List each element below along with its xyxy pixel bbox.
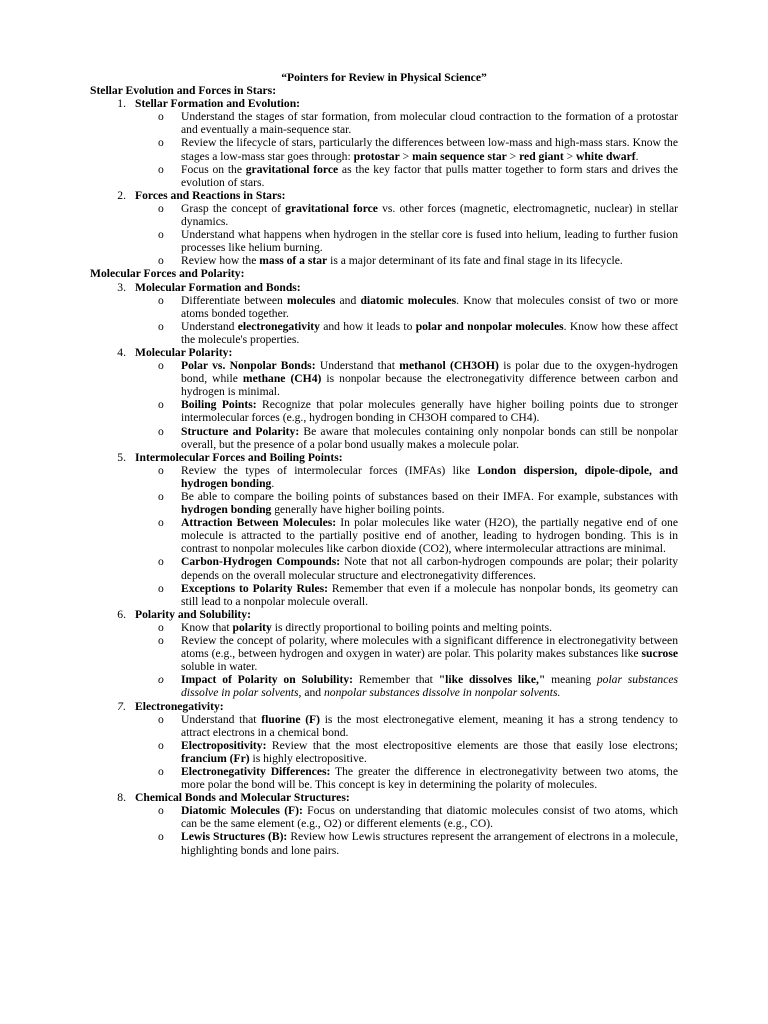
outline-item: [90, 451, 678, 464]
item-heading: Forces and Reactions in Stars:: [135, 188, 286, 202]
bullet-list: [90, 294, 678, 346]
text-run: In polar molecules like water (H2O), the partially negative end of one molecule is attracted to the partially positive end of another, leading to hydrogen bonding. This is in contrast to nonpolar molecules like carbon dioxide (CO2), where intermolecular attractions are minimal.: [181, 516, 678, 556]
bullet-marker: o: [158, 228, 164, 242]
bullet-marker: o: [158, 463, 164, 477]
bullet-item: [90, 202, 678, 228]
bullet-item: [90, 516, 678, 555]
bold-text: protostar: [353, 149, 400, 163]
item-number: 5.: [117, 450, 126, 464]
bullet-marker: o: [158, 764, 164, 778]
text-run: Understand that: [315, 359, 400, 373]
text-run: as the key factor that pulls matter together to form stars and drives the evolution of stars.: [181, 162, 679, 189]
item-number: 8.: [117, 791, 126, 805]
bullet-marker: o: [158, 555, 164, 569]
text-run: >: [506, 149, 520, 163]
bullet-marker: o: [158, 738, 164, 752]
bullet-marker: o: [158, 162, 164, 176]
text-run: Review the lifecycle of stars, particularly the differences between low-mass and high-mass stars. Know the stages a low-mass star goes through:: [181, 136, 678, 163]
text-run: Review that the most electropositive elements are those that easily lose electrons;: [266, 738, 678, 752]
text-run: Review the concept of polarity, where molecules with a significant difference in electronegativity between atoms (e.g., between hydrogen and oxygen in water) are polar. This polarity makes substances like: [181, 634, 678, 661]
text-run: Understand the stages of star formation, from molecular cloud contraction to the formation of a protostar and eventually a main-sequence star.: [181, 110, 678, 137]
text-run: , and: [298, 686, 324, 700]
item-heading: Electronegativity:: [135, 699, 224, 713]
bold-text: Carbon-Hydrogen Compounds:: [181, 555, 341, 569]
bold-text: Lewis Structures (B):: [181, 830, 288, 844]
bullet-marker: o: [158, 359, 164, 373]
italic-text: nonpolar substances dissolve in nonpolar solvents.: [323, 686, 561, 700]
bold-text: Structure and Polarity:: [181, 424, 300, 438]
text-run: . Know how these affect the molecule's properties.: [181, 319, 678, 346]
outline-item: [90, 346, 678, 359]
text-run: >: [563, 149, 577, 163]
text-run: is nonpolar because the electronegativity difference between carbon and hydrogen is minimal.: [181, 372, 679, 399]
bullet-marker: o: [158, 830, 164, 844]
bullet-item: [90, 634, 678, 673]
bold-text: mass of a star: [259, 254, 328, 268]
document-body: [90, 84, 678, 857]
text-run: Review how the: [181, 254, 260, 268]
bold-text: sucrose: [641, 647, 678, 661]
outline-item: [90, 700, 678, 713]
bullet-item: [90, 765, 678, 791]
text-run: Review how Lewis structures represent the arrangement of electrons in a molecule, highlighting bonds and lone pairs.: [181, 830, 678, 857]
item-heading: Chemical Bonds and Molecular Structures:: [135, 791, 350, 805]
text-run: . Know that molecules consist of two or more atoms bonded together.: [181, 293, 679, 320]
italic-text: polar substances dissolve in polar solvents: [181, 673, 679, 700]
bullet-item: [90, 228, 678, 254]
bold-text: red giant: [519, 149, 564, 163]
bullet-item: [90, 425, 678, 451]
bullet-list: [90, 110, 678, 189]
bold-text: polarity: [232, 620, 272, 634]
item-heading: Polarity and Solubility:: [135, 607, 251, 621]
bullet-item: [90, 739, 678, 765]
bullet-list: [90, 202, 678, 267]
bold-text: main sequence star: [412, 149, 507, 163]
bold-text: hydrogen bonding: [181, 503, 272, 517]
outline-item: [90, 608, 678, 621]
bullet-item: [90, 294, 678, 320]
item-number: 3.: [117, 280, 126, 294]
bullet-item: [90, 320, 678, 346]
bold-text: Polar vs. Nonpolar Bonds:: [181, 359, 316, 373]
text-run: Focus on the: [181, 162, 246, 176]
bullet-item: [90, 830, 678, 856]
bold-text: polar and nonpolar molecules: [415, 319, 564, 333]
bullet-item: [90, 490, 678, 516]
text-run: is directly proportional to boiling points and melting points.: [271, 620, 552, 634]
item-number: 6.: [117, 607, 126, 621]
bullet-item: [90, 673, 678, 699]
bold-text: Exceptions to Polarity Rules:: [181, 581, 329, 595]
bullet-marker: o: [158, 673, 164, 687]
outline-item: [90, 281, 678, 294]
bullet-item: [90, 359, 678, 398]
text-run: is highly electropositive.: [249, 751, 367, 765]
text-run: vs. other forces (magnetic, electromagnetic, nuclear) in stellar dynamics.: [181, 201, 678, 229]
bullet-item: [90, 464, 678, 490]
bullet-marker: o: [158, 634, 164, 648]
text-run: >: [399, 149, 413, 163]
bullet-marker: o: [158, 110, 164, 124]
bullet-item: [90, 136, 678, 162]
bullet-list: [90, 804, 678, 856]
text-run: Know that: [181, 620, 233, 634]
bullet-marker: o: [158, 516, 164, 530]
text-run: soluble in water.: [181, 660, 258, 674]
bold-text: Attraction Between Molecules:: [181, 516, 337, 530]
bold-text: gravitational force: [245, 162, 339, 176]
bullet-marker: o: [158, 490, 164, 503]
bold-text: "like dissolves like,": [438, 673, 546, 687]
text-run: Understand what happens when hydrogen in the stellar core is fused into helium, leading to further fusion processes like helium burning.: [181, 228, 678, 255]
text-run: Understand: [181, 319, 238, 333]
bullet-list: [90, 464, 678, 608]
item-number: 4.: [117, 345, 126, 359]
bullet-list: [90, 713, 678, 792]
bold-text: Diatomic Molecules (F):: [181, 804, 303, 818]
bold-text: Electropositivity:: [181, 738, 267, 752]
bullet-item: [90, 582, 678, 608]
bullet-marker: o: [158, 581, 164, 595]
bullet-item: [90, 110, 678, 136]
bold-text: white dwarf: [576, 149, 636, 163]
text-run: Be able to compare the boiling points of substances based on their IMFA. For example, substances with: [181, 490, 678, 503]
text-run: is polar due to the oxygen-hydrogen bond, while: [181, 359, 678, 386]
bullet-list: [90, 359, 678, 451]
section-heading: Stellar Evolution and Forces in Stars:: [90, 84, 277, 98]
text-run: and how it leads to: [319, 319, 416, 333]
text-run: generally have higher boiling points.: [271, 503, 445, 517]
bold-text: Boiling Points:: [181, 398, 257, 412]
item-heading: Stellar Formation and Evolution:: [135, 97, 301, 111]
bold-text: Electronegativity Differences:: [181, 764, 331, 778]
bullet-item: [90, 804, 678, 830]
section-heading: Molecular Forces and Polarity:: [90, 267, 245, 281]
bullet-marker: o: [158, 254, 164, 268]
text-run: Grasp the concept of: [181, 201, 286, 215]
bullet-item: [90, 163, 678, 189]
outline-item: [90, 189, 678, 202]
text-run: Be aware that molecules containing only nonpolar bonds can still be nonpolar overall, but the presence of a polar bond usually makes a molecule polar.: [181, 424, 679, 451]
bold-text: electronegativity: [237, 319, 320, 333]
outline-item: [90, 97, 678, 110]
bullet-list: [90, 621, 678, 700]
text-run: Remember that: [353, 673, 439, 687]
text-run: Differentiate between: [181, 293, 288, 307]
text-run: is a major determinant of its fate and final stage in its lifecycle.: [327, 254, 623, 268]
text-run: is the most electronegative element, meaning it has a strong tendency to attract electrons in a chemical bond.: [181, 712, 678, 739]
text-run: Review the types of intermolecular forces (IMFAs) like: [181, 463, 478, 477]
item-heading: Molecular Formation and Bonds:: [135, 280, 301, 294]
bullet-marker: o: [158, 201, 164, 215]
bullet-marker: o: [158, 136, 164, 150]
document-page: [90, 71, 678, 857]
item-number: 7.: [117, 699, 126, 713]
bullet-marker: o: [158, 398, 164, 412]
item-number: 1.: [117, 97, 126, 111]
bullet-marker: o: [158, 424, 164, 438]
bullet-marker: o: [158, 319, 164, 333]
text-run: meaning: [545, 673, 597, 687]
bold-text: London dispersion, dipole-dipole, and hydrogen bonding: [181, 463, 678, 490]
bold-text: Impact of Polarity on Solubility:: [181, 673, 354, 687]
text-run: .: [271, 476, 275, 490]
bullet-marker: o: [158, 620, 164, 634]
bold-text: methanol (CH3OH): [399, 359, 499, 373]
text-run: Recognize that polar molecules generally have higher boiling points due to stronger intermolecular forces (e.g., hydrogen bonding in CH3OH compared to CH4).: [181, 398, 678, 425]
item-heading: Molecular Polarity:: [135, 345, 233, 359]
bold-text: francium (Fr): [181, 751, 250, 765]
bullet-item: [90, 621, 678, 634]
item-number: 2.: [117, 188, 126, 202]
bullet-marker: o: [158, 712, 164, 726]
document-title: “Pointers for Review in Physical Science”: [281, 71, 487, 84]
bullet-item: [90, 398, 678, 424]
text-run: Understand that: [181, 712, 262, 726]
outline-item: [90, 791, 678, 804]
bullet-item: [90, 713, 678, 739]
text-run: and: [335, 293, 361, 307]
bullet-marker: o: [158, 293, 164, 307]
bold-text: gravitational force: [285, 201, 378, 215]
item-heading: Intermolecular Forces and Boiling Points:: [135, 450, 343, 464]
text-run: Note that not all carbon-hydrogen compounds are polar; their polarity depends on the overall molecular structure and electronegativity differences.: [181, 555, 678, 582]
bullet-marker: o: [158, 804, 164, 818]
bold-text: diatomic molecules: [360, 293, 457, 307]
text-run: Focus on understanding that diatomic molecules consist of two atoms, which can be the same element (e.g., O2) or different elements (e.g., CO).: [181, 804, 678, 831]
bold-text: molecules: [287, 293, 336, 307]
bold-text: fluorine (F): [261, 712, 321, 726]
bullet-item: [90, 254, 678, 267]
text-run: Remember that even if a molecule has nonpolar bonds, its geometry can still lead to a nonpolar molecule overall.: [181, 581, 678, 608]
bold-text: methane (CH4): [242, 372, 322, 386]
text-run: The greater the difference in electronegativity between two atoms, the more polar the bond will be. This concept is key in determining the polarity of molecules.: [181, 764, 678, 792]
text-run: .: [635, 149, 639, 163]
bullet-item: [90, 555, 678, 581]
